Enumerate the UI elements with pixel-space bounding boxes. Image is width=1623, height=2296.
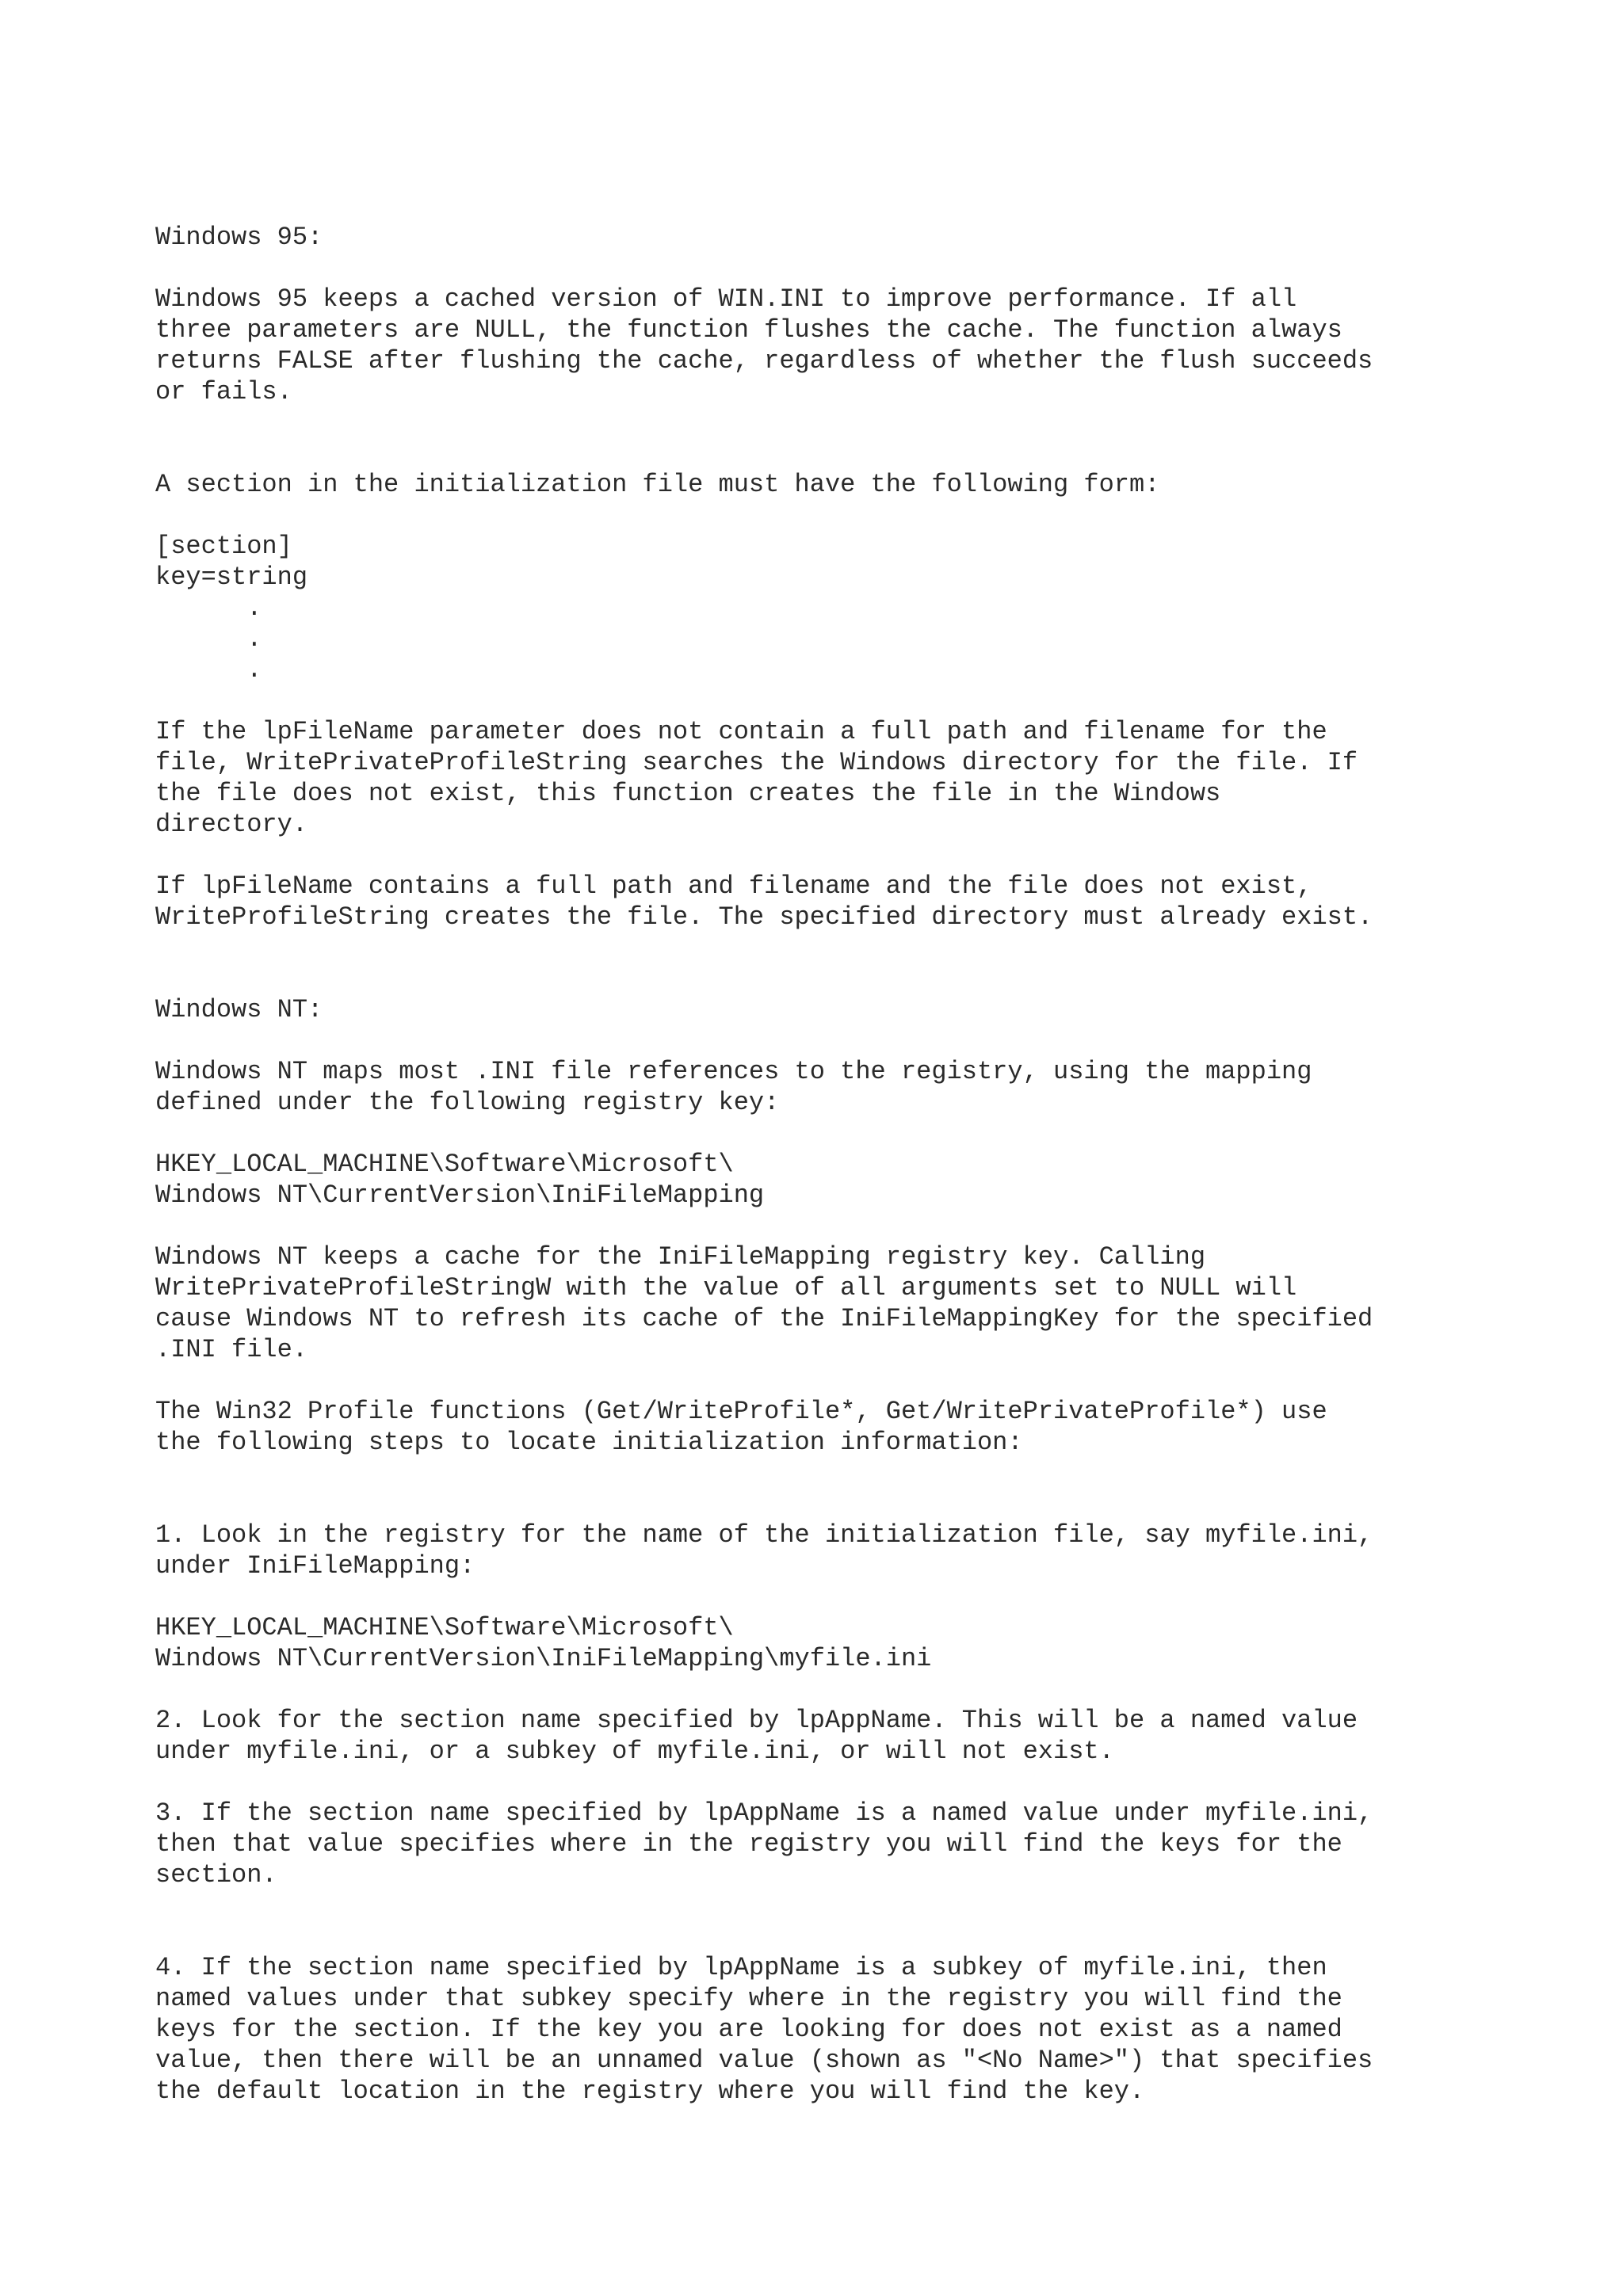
winnt-paragraph-3: The Win32 Profile functions (Get/WriteProfile*, Get/WritePrivateProfile*) use the following steps to locate initialization information:: [155, 1397, 1327, 1457]
registry-key-inifilemapping: HKEY_LOCAL_MACHINE\Software\Microsoft\ Windows NT\CurrentVersion\IniFileMapping: [155, 1150, 765, 1210]
step-3: 3. If the section name specified by lpAppName is a named value under myfile.ini, then that value specifies where in the registry you will find the keys for the section.: [155, 1798, 1373, 1890]
winnt-paragraph-1: Windows NT maps most .INI file references to the registry, using the mapping defined under the following registry key:: [155, 1057, 1312, 1117]
filename-paragraph-1: If the lpFileName parameter does not contain a full path and filename for the file, WritePrivateProfileString searches the Windows directory for the file. If the file does not exist, this function creates the file in the Windows directory.: [155, 717, 1358, 839]
win95-heading: Windows 95:: [155, 223, 323, 252]
registry-key-myfile: HKEY_LOCAL_MACHINE\Software\Microsoft\ Windows NT\CurrentVersion\IniFileMapping\myfile.ini: [155, 1613, 932, 1673]
filename-paragraph-2: If lpFileName contains a full path and filename and the file does not exist, WriteProfileString creates the file. The specified directory must already exist.: [155, 871, 1373, 932]
section-form-intro: A section in the initialization file must have the following form:: [155, 470, 1160, 499]
step-4: 4. If the section name specified by lpAppName is a subkey of myfile.ini, then named values under that subkey specify where in the registry you will find the keys for the section. If the key you are looking for does not exist as a named value, then there will be an unnamed value (shown as "<No Name>") that specifies the default location in the registry where you will find the key.: [155, 1953, 1373, 2106]
document-page: [155, 222, 1503, 2107]
section-form-code: [section] key=string . . .: [155, 532, 308, 685]
win95-paragraph: Windows 95 keeps a cached version of WIN.INI to improve performance. If all three parameters are NULL, the function flushes the cache. The function always returns FALSE after flushing the cache, regardless of whether the flush succeeds or fails.: [155, 284, 1373, 406]
step-1: 1. Look in the registry for the name of the initialization file, say myfile.ini, under IniFileMapping:: [155, 1520, 1373, 1581]
step-2: 2. Look for the section name specified by lpAppName. This will be a named value under myfile.ini, or a subkey of myfile.ini, or will not exist.: [155, 1706, 1358, 1766]
winnt-paragraph-2: Windows NT keeps a cache for the IniFileMapping registry key. Calling WritePrivateProfileStringW with the value of all arguments set to NULL will cause Windows NT to refresh its cache of the IniFileMappingKey for the specified .INI file.: [155, 1242, 1373, 1364]
winnt-heading: Windows NT:: [155, 995, 323, 1024]
